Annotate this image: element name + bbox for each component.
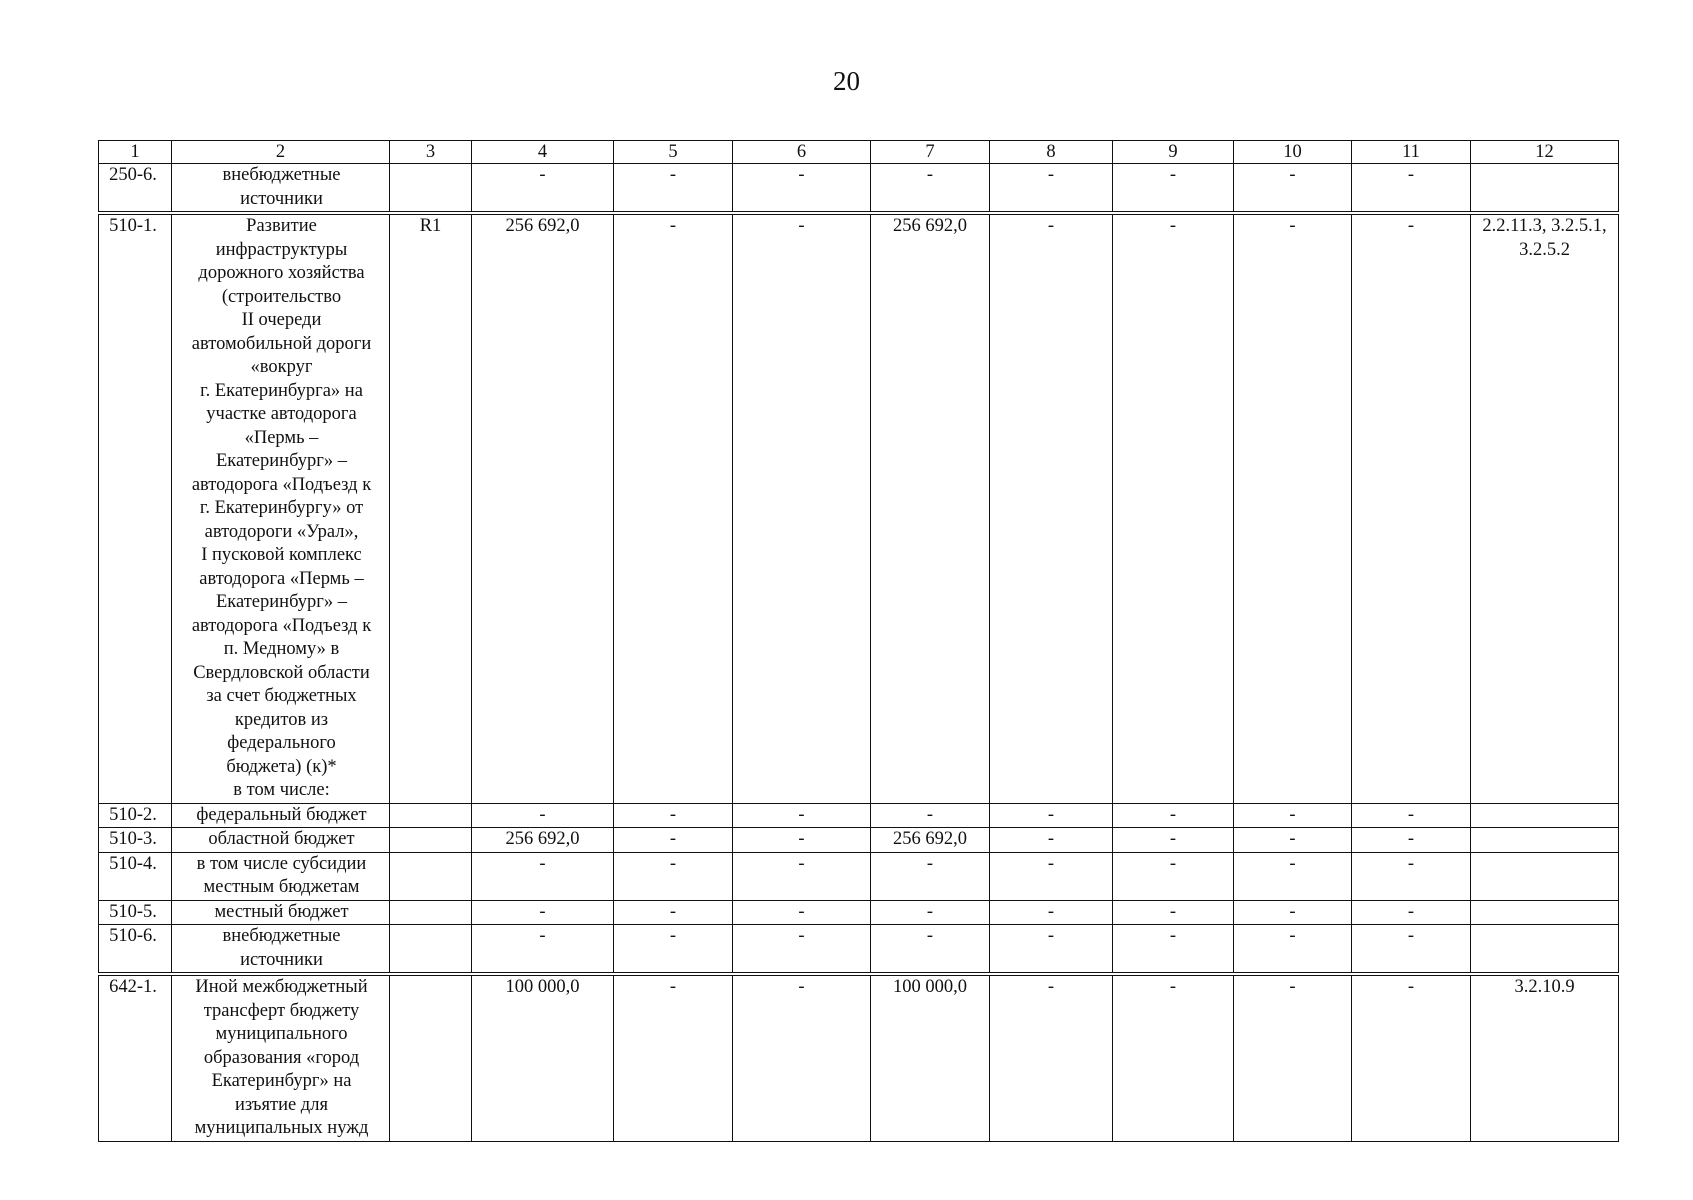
cell-col12 bbox=[1471, 803, 1619, 828]
cell-col11: - bbox=[1352, 925, 1471, 975]
cell-col5: - bbox=[614, 925, 733, 975]
cell-col6: - bbox=[733, 974, 871, 1141]
header-cell: 8 bbox=[990, 141, 1113, 164]
cell-col4: - bbox=[472, 852, 614, 900]
cell-col3 bbox=[390, 900, 472, 925]
cell-col11: - bbox=[1352, 852, 1471, 900]
cell-col3 bbox=[390, 974, 472, 1141]
cell-col4: - bbox=[472, 925, 614, 975]
header-cell: 2 bbox=[172, 141, 390, 164]
header-cell: 5 bbox=[614, 141, 733, 164]
cell-col7: - bbox=[871, 925, 990, 975]
row-code: 510-5. bbox=[99, 900, 172, 925]
cell-col8: - bbox=[990, 900, 1113, 925]
cell-col12 bbox=[1471, 852, 1619, 900]
row-name: в том числе субсидии местным бюджетам bbox=[172, 852, 390, 900]
cell-col5: - bbox=[614, 974, 733, 1141]
cell-col11: - bbox=[1352, 213, 1471, 803]
row-name: областной бюджет bbox=[172, 828, 390, 853]
header-cell: 12 bbox=[1471, 141, 1619, 164]
cell-col9: - bbox=[1113, 828, 1234, 853]
cell-col11: - bbox=[1352, 900, 1471, 925]
header-row bbox=[99, 141, 1619, 164]
budget-table bbox=[98, 140, 1619, 1142]
cell-col4: 256 692,0 bbox=[472, 828, 614, 853]
cell-col7: 256 692,0 bbox=[871, 828, 990, 853]
cell-col8: - bbox=[990, 925, 1113, 975]
cell-col3: R1 bbox=[390, 213, 472, 803]
table-row bbox=[99, 852, 1619, 900]
row-name: Иной межбюджетный трансферт бюджету муниципального образования «город Екатеринбург» на изъятие для муниципальных нужд bbox=[172, 974, 390, 1141]
cell-col4: - bbox=[472, 900, 614, 925]
cell-col11: - bbox=[1352, 974, 1471, 1141]
cell-col7: - bbox=[871, 803, 990, 828]
cell-col6: - bbox=[733, 852, 871, 900]
cell-col4: - bbox=[472, 803, 614, 828]
cell-col9: - bbox=[1113, 803, 1234, 828]
table-row bbox=[99, 828, 1619, 853]
cell-col12 bbox=[1471, 828, 1619, 853]
cell-col8: - bbox=[990, 164, 1113, 214]
cell-col9: - bbox=[1113, 974, 1234, 1141]
cell-col7: - bbox=[871, 164, 990, 214]
header-cell: 7 bbox=[871, 141, 990, 164]
cell-col6: - bbox=[733, 213, 871, 803]
table-row bbox=[99, 974, 1619, 1141]
cell-col3 bbox=[390, 925, 472, 975]
cell-col11: - bbox=[1352, 164, 1471, 214]
cell-col7: 256 692,0 bbox=[871, 213, 990, 803]
row-code: 510-4. bbox=[99, 852, 172, 900]
table-row bbox=[99, 164, 1619, 214]
cell-col8: - bbox=[990, 828, 1113, 853]
cell-col12: 2.2.11.3, 3.2.5.1, 3.2.5.2 bbox=[1471, 213, 1619, 803]
cell-col5: - bbox=[614, 900, 733, 925]
row-name: внебюджетные источники bbox=[172, 925, 390, 975]
cell-col12 bbox=[1471, 164, 1619, 214]
header-cell: 10 bbox=[1234, 141, 1352, 164]
cell-col7: - bbox=[871, 852, 990, 900]
cell-col5: - bbox=[614, 164, 733, 214]
cell-col11: - bbox=[1352, 828, 1471, 853]
cell-col5: - bbox=[614, 852, 733, 900]
cell-col8: - bbox=[990, 974, 1113, 1141]
cell-col12 bbox=[1471, 925, 1619, 975]
cell-col3 bbox=[390, 803, 472, 828]
cell-col6: - bbox=[733, 828, 871, 853]
cell-col12 bbox=[1471, 900, 1619, 925]
cell-col8: - bbox=[990, 803, 1113, 828]
cell-col3 bbox=[390, 852, 472, 900]
cell-col4: - bbox=[472, 164, 614, 214]
cell-col9: - bbox=[1113, 900, 1234, 925]
cell-col9: - bbox=[1113, 852, 1234, 900]
cell-col12: 3.2.10.9 bbox=[1471, 974, 1619, 1141]
cell-col5: - bbox=[614, 803, 733, 828]
cell-col3 bbox=[390, 828, 472, 853]
cell-col10: - bbox=[1234, 803, 1352, 828]
table-row bbox=[99, 925, 1619, 975]
cell-col9: - bbox=[1113, 213, 1234, 803]
cell-col11: - bbox=[1352, 803, 1471, 828]
header-cell: 3 bbox=[390, 141, 472, 164]
row-code: 642-1. bbox=[99, 974, 172, 1141]
cell-col6: - bbox=[733, 925, 871, 975]
cell-col10: - bbox=[1234, 900, 1352, 925]
row-name: Развитие инфраструктуры дорожного хозяйства (строительство II очереди автомобильной дороги «вокруг г. Екатеринбурга» на участке автодорога «Пермь – Екатеринбург» – автодорога «Подъезд к г. Екатеринбургу» от автодороги «Урал», I пусковой комплекс автодорога «Пермь – Екатеринбург» – автодорога «Подъезд к п. Медному» в Свердловской области за счет бюджетных кредитов из федерального бюджета) (к)* в том числе: bbox=[172, 213, 390, 803]
cell-col8: - bbox=[990, 213, 1113, 803]
row-name: местный бюджет bbox=[172, 900, 390, 925]
cell-col3 bbox=[390, 164, 472, 214]
header-cell: 4 bbox=[472, 141, 614, 164]
row-code: 510-6. bbox=[99, 925, 172, 975]
table-row bbox=[99, 213, 1619, 803]
cell-col6: - bbox=[733, 164, 871, 214]
cell-col10: - bbox=[1234, 213, 1352, 803]
cell-col10: - bbox=[1234, 925, 1352, 975]
cell-col9: - bbox=[1113, 925, 1234, 975]
row-code: 510-1. bbox=[99, 213, 172, 803]
table-row bbox=[99, 900, 1619, 925]
cell-col10: - bbox=[1234, 974, 1352, 1141]
row-code: 510-2. bbox=[99, 803, 172, 828]
cell-col10: - bbox=[1234, 852, 1352, 900]
cell-col5: - bbox=[614, 828, 733, 853]
page-number: 20 bbox=[833, 66, 860, 96]
header-cell: 11 bbox=[1352, 141, 1471, 164]
row-name: внебюджетные источники bbox=[172, 164, 390, 214]
cell-col6: - bbox=[733, 900, 871, 925]
cell-col7: - bbox=[871, 900, 990, 925]
cell-col10: - bbox=[1234, 828, 1352, 853]
row-code: 510-3. bbox=[99, 828, 172, 853]
cell-col5: - bbox=[614, 213, 733, 803]
cell-col9: - bbox=[1113, 164, 1234, 214]
header-cell: 9 bbox=[1113, 141, 1234, 164]
cell-col4: 256 692,0 bbox=[472, 213, 614, 803]
cell-col8: - bbox=[990, 852, 1113, 900]
cell-col7: 100 000,0 bbox=[871, 974, 990, 1141]
table-row bbox=[99, 803, 1619, 828]
cell-col6: - bbox=[733, 803, 871, 828]
header-cell: 6 bbox=[733, 141, 871, 164]
row-code: 250-6. bbox=[99, 164, 172, 214]
cell-col4: 100 000,0 bbox=[472, 974, 614, 1141]
header-cell: 1 bbox=[99, 141, 172, 164]
row-name: федеральный бюджет bbox=[172, 803, 390, 828]
cell-col10: - bbox=[1234, 164, 1352, 214]
